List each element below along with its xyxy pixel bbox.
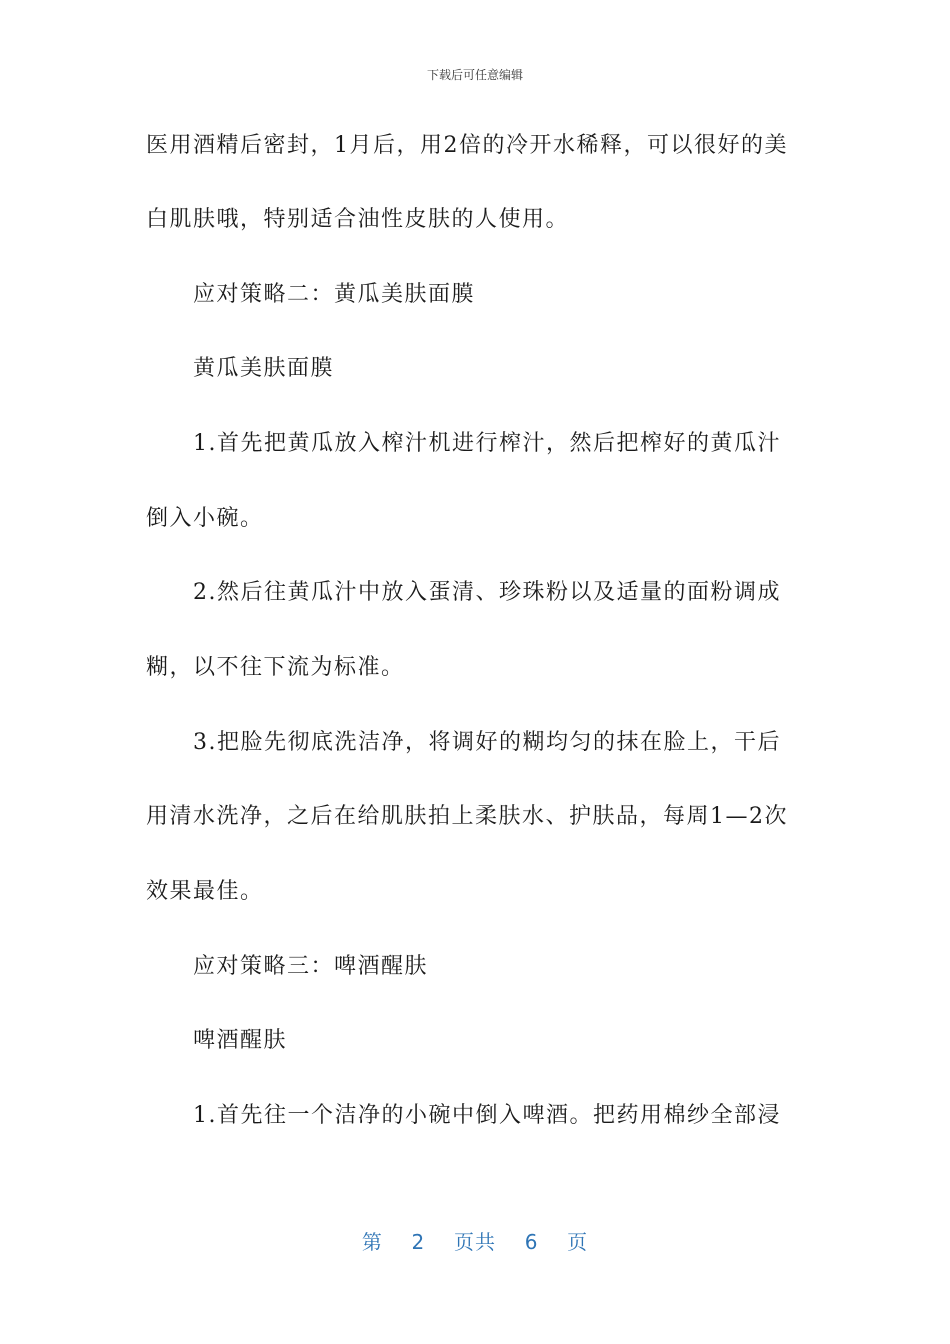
footer-prefix: 第: [361, 1230, 383, 1254]
text-line: 医用酒精后密封，1月后，用2倍的冷开水稀释，可以很好的美: [146, 133, 788, 158]
section-heading: 应对策略二：黄瓜美肤面膜: [193, 282, 476, 307]
text-line: 1.首先把黄瓜放入榨汁机进行榨汁，然后把榨好的黄瓜汁: [193, 431, 781, 456]
text-line: 糊，以不往下流为标准。: [146, 655, 405, 680]
total-pages-number: 6: [524, 1230, 539, 1254]
text-line: 2.然后往黄瓜汁中放入蛋清、珍珠粉以及适量的面粉调成: [193, 580, 781, 605]
footer-middle: 页共: [454, 1230, 496, 1254]
section-heading: 应对策略三：啤酒醒肤: [193, 954, 429, 979]
text-line: 1.首先往一个洁净的小碗中倒入啤酒。把药用棉纱全部浸: [193, 1103, 781, 1128]
text-line: 效果最佳。: [146, 879, 264, 904]
current-page-number: 2: [411, 1230, 426, 1254]
header-note: 下载后可任意编辑: [426, 68, 523, 82]
text-line: 用清水洗净，之后在给肌肤拍上柔肤水、护肤品，每周1—2次: [146, 804, 788, 829]
footer-suffix: 页: [567, 1230, 589, 1254]
text-line: 白肌肤哦，特别适合油性皮肤的人使用。: [146, 207, 570, 232]
text-line: 3.把脸先彻底洗洁净，将调好的糊均匀的抹在脸上，干后: [193, 730, 781, 755]
text-line: 倒入小碗。: [146, 506, 264, 531]
subheading: 黄瓜美肤面膜: [193, 356, 335, 381]
page-footer: [0, 1226, 950, 1255]
subheading: 啤酒醒肤: [193, 1028, 288, 1053]
